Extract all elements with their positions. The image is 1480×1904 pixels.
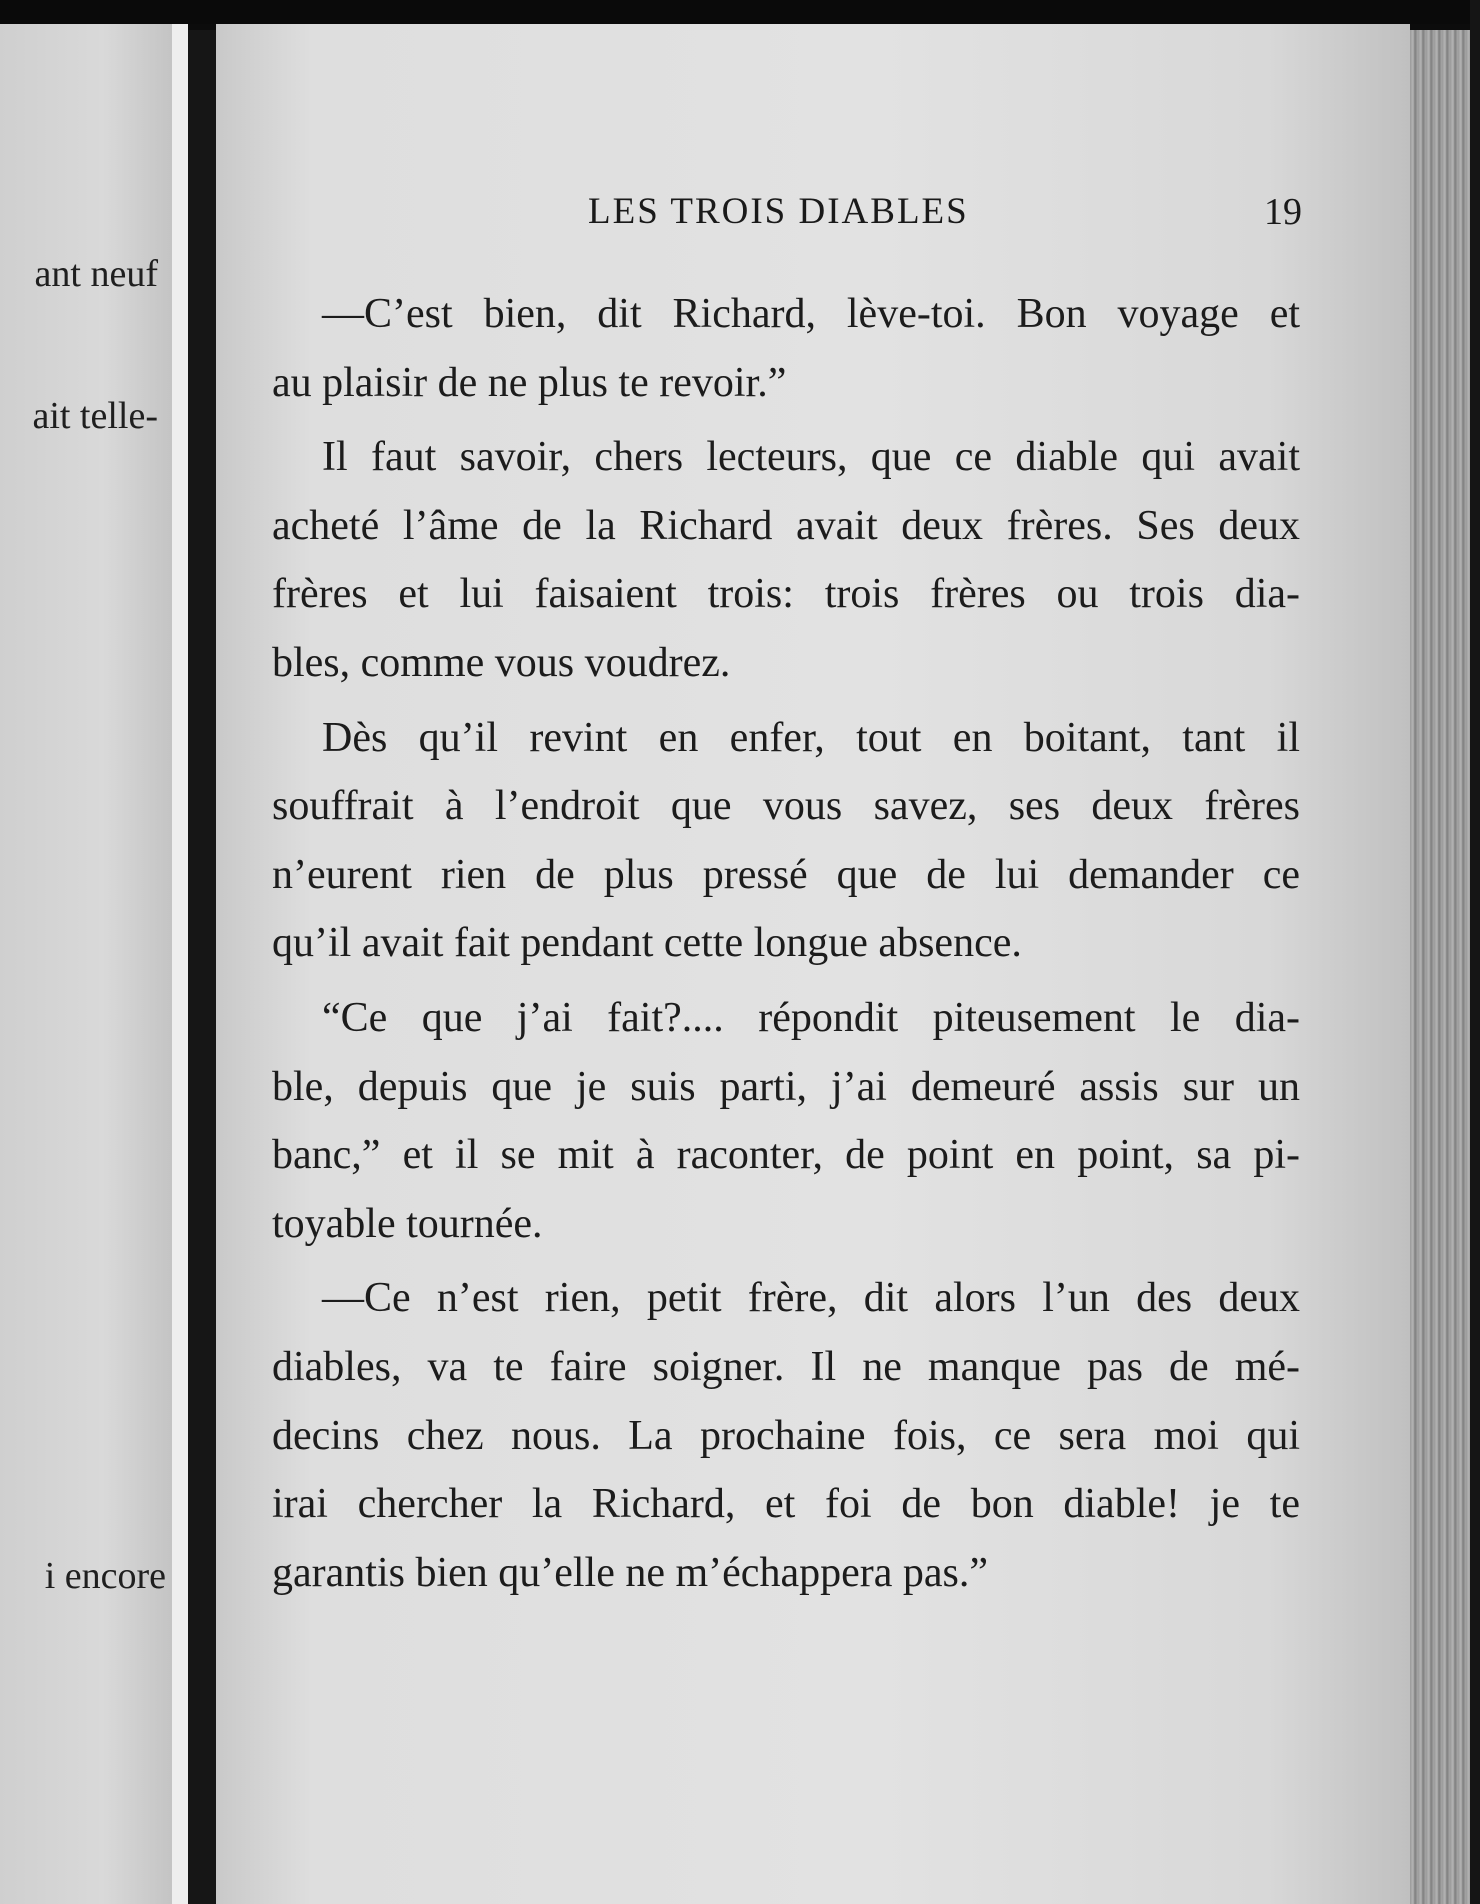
text-line: frères et lui faisaient trois: trois frères ou trois dia- bbox=[272, 571, 1300, 618]
left-page-line: ant neuf bbox=[34, 253, 158, 295]
text-line: bles, comme vous voudrez. bbox=[272, 639, 731, 686]
text-line: —Ce n’est rien, petit frère, dit alors l’un des deux bbox=[322, 1275, 1300, 1322]
text-line: diables, va te faire soigner. Il ne manque pas de mé- bbox=[272, 1343, 1300, 1390]
previous-page-fragment bbox=[0, 24, 172, 1904]
scan-top-border bbox=[0, 0, 1480, 24]
paragraph bbox=[272, 280, 1300, 417]
running-header-title: LES TROIS DIABLES bbox=[588, 191, 969, 232]
page-edge-stack bbox=[1410, 30, 1470, 1904]
left-page-line: i encore bbox=[44, 1555, 166, 1597]
paragraph bbox=[272, 423, 1300, 697]
text-line: irai chercher la Richard, et foi de bon diable! je te bbox=[272, 1481, 1300, 1528]
body-text bbox=[272, 280, 1300, 1607]
text-line: decins chez nous. La prochaine fois, ce sera moi qui bbox=[272, 1412, 1300, 1459]
paragraph bbox=[272, 984, 1300, 1258]
text-line: Dès qu’il revint en enfer, tout en boitant, tant il bbox=[322, 714, 1300, 761]
text-line: banc,” et il se mit à raconter, de point en point, sa pi- bbox=[272, 1132, 1300, 1179]
page-number: 19 bbox=[1264, 191, 1302, 233]
text-line: Il faut savoir, chers lecteurs, que ce diable qui avait bbox=[322, 434, 1300, 481]
text-line: ble, depuis que je suis parti, j’ai demeuré assis sur un bbox=[272, 1063, 1300, 1110]
text-line: “Ce que j’ai fait?.... répondit piteusement le dia- bbox=[322, 994, 1300, 1041]
page-gutter bbox=[172, 24, 188, 1904]
paragraph bbox=[272, 704, 1300, 978]
left-page-line: ait telle- bbox=[32, 395, 158, 437]
text-line: n’eurent rien de plus pressé que de lui demander ce bbox=[272, 851, 1300, 898]
text-line: toyable tournée. bbox=[272, 1200, 543, 1247]
paragraph bbox=[272, 1264, 1300, 1607]
text-line: au plaisir de ne plus te revoir.” bbox=[272, 359, 787, 406]
scan-right-border bbox=[1470, 0, 1480, 1904]
text-line: —C’est bien, dit Richard, lève-toi. Bon voyage et bbox=[322, 291, 1300, 337]
book-spine-shadow bbox=[188, 30, 216, 1904]
text-line: qu’il avait fait pendant cette longue absence. bbox=[272, 920, 1022, 967]
text-line: acheté l’âme de la Richard avait deux frères. Ses deux bbox=[272, 502, 1300, 549]
text-line: garantis bien qu’elle ne m’échappera pas.” bbox=[272, 1549, 988, 1596]
text-line: souffrait à l’endroit que vous savez, ses deux frères bbox=[272, 783, 1300, 830]
